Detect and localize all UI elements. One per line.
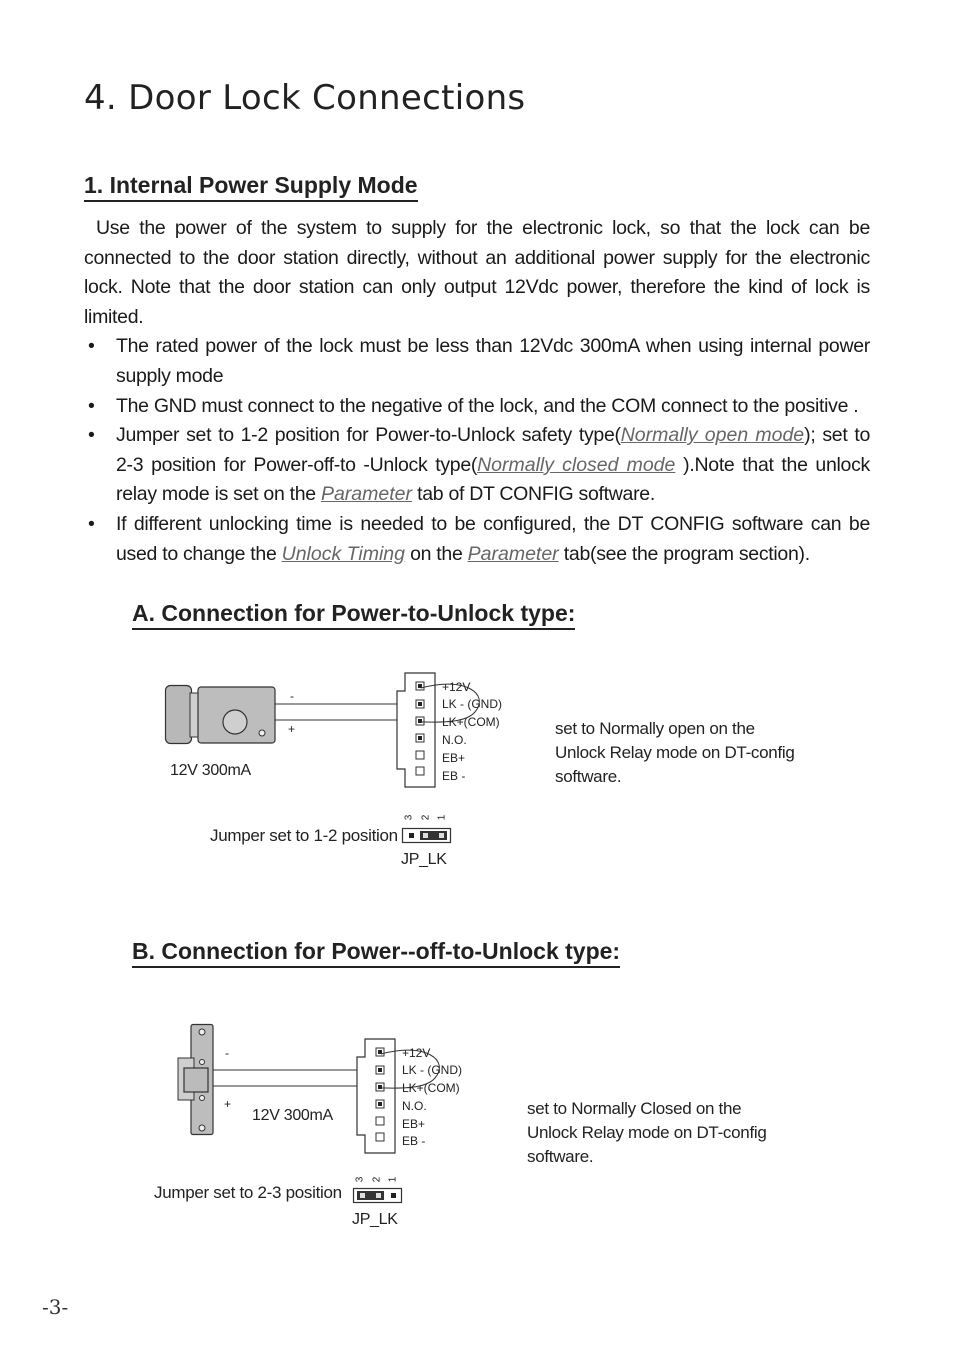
page-title: 4. Door Lock Connections [84, 78, 526, 118]
link-normally-open-mode[interactable]: Normally open mode [620, 424, 805, 447]
bullet-text: The rated power of the lock must be less than 12Vdc 300mA when using internal power supply mode [116, 335, 870, 387]
terminal-label-com: LK+(COM) [442, 715, 500, 729]
bullet-text: If different unlocking time is needed to be configured, the DT CONFIG software can be used to change the [116, 512, 870, 565]
link-parameter[interactable]: Parameter [467, 542, 559, 565]
page-number: -3- [42, 1295, 69, 1319]
note-line: Unlock Relay mode on DT-config [527, 1123, 767, 1142]
jumper-label: Jumper set to 2-3 position [154, 1183, 342, 1202]
terminal-label-ebplus: EB+ [402, 1117, 426, 1131]
link-normally-closed-mode[interactable]: Normally closed mode [477, 453, 676, 476]
section-heading-internal-power: 1. Internal Power Supply Mode [84, 172, 418, 202]
rating-label: 12V 300mA [170, 762, 251, 779]
bullet-text: tab(see the program section). [558, 542, 810, 565]
section-heading-power-to-unlock: A. Connection for Power-to-Unlock type: [132, 600, 575, 630]
note-line: software. [555, 767, 622, 786]
bullet-text: Jumper set to 1-2 position for Power-to-Unlock safety type( [116, 424, 621, 447]
pin-number: 3 [354, 1176, 366, 1183]
terminal-label-no: N.O. [442, 733, 467, 747]
jumper-name: JP_LK [401, 851, 447, 868]
pin-number: 2 [420, 814, 432, 821]
bullet-text: The GND must connect to the negative of the lock, and the COM connect to the positive . [116, 394, 859, 417]
pin-number: 3 [403, 814, 415, 821]
jumper-label: Jumper set to 1-2 position [210, 826, 398, 845]
terminal-label-gnd: LK - (GND) [402, 1063, 462, 1077]
bullet-item-rated-power [84, 332, 870, 391]
link-parameter[interactable]: Parameter [320, 483, 412, 506]
jumper-name: JP_LK [352, 1211, 398, 1228]
bullet-item-unlock-timing [84, 510, 870, 569]
bullet-text: on the [404, 542, 468, 565]
intro-paragraph: Use the power of the system to supply for the electronic lock, so that the lock can be connected to the door station directly, without an additional power supply for the electronic lock. Note that the door station can only output 12Vdc power, therefore the kind of lock is limited. [84, 217, 870, 328]
pin-number: 2 [371, 1176, 383, 1183]
section-body [84, 214, 870, 569]
plus-label: + [224, 1097, 232, 1111]
link-unlock-timing[interactable]: Unlock Timing [281, 542, 405, 565]
bullet-item-jumper [84, 421, 870, 510]
jumper-1-2-icon [402, 828, 452, 844]
terminal-label-12v: +12V [442, 680, 471, 694]
mode-note [527, 1097, 767, 1169]
note-line: set to Normally open on the [555, 719, 755, 738]
terminal-label-12v: +12V [402, 1046, 431, 1060]
terminal-label-ebminus: EB - [402, 1134, 426, 1148]
electric-strike-icon [176, 1024, 216, 1136]
bullet-text: ); set to 2-3 position for Power-off-to -Unlock type( [116, 424, 871, 476]
bullet-text: ).Note that the unlock relay mode is set on the [116, 453, 870, 506]
bullet-marker: • [88, 394, 95, 417]
plus-label: + [288, 722, 296, 736]
note-line: set to Normally Closed on the [527, 1099, 742, 1118]
pin-number: 1 [436, 814, 448, 821]
terminal-label-ebplus: EB+ [442, 751, 466, 765]
electric-lock-icon [165, 685, 277, 745]
terminal-label-com: LK+(COM) [402, 1081, 460, 1095]
terminal-label-no: N.O. [402, 1099, 427, 1113]
bullet-text: tab of DT CONFIG software. [412, 483, 655, 506]
bullet-marker: • [88, 335, 95, 358]
minus-label: - [290, 689, 294, 703]
terminal-label-gnd: LK - (GND) [442, 697, 502, 711]
terminal-label-ebminus: EB - [442, 769, 466, 783]
pin-number: 1 [387, 1176, 399, 1183]
bullet-list [84, 332, 870, 569]
jumper-2-3-icon [353, 1188, 403, 1204]
rating-label: 12V 300mA [252, 1107, 333, 1124]
bullet-marker: • [88, 424, 95, 447]
mode-note [555, 717, 795, 789]
note-line: Unlock Relay mode on DT-config [555, 743, 795, 762]
minus-label: - [225, 1046, 229, 1060]
section-heading-power-off-to-unlock: B. Connection for Power--off-to-Unlock type: [132, 938, 620, 968]
note-line: software. [527, 1147, 594, 1166]
bullet-item-gnd-com [84, 392, 870, 422]
bullet-marker: • [88, 512, 95, 535]
